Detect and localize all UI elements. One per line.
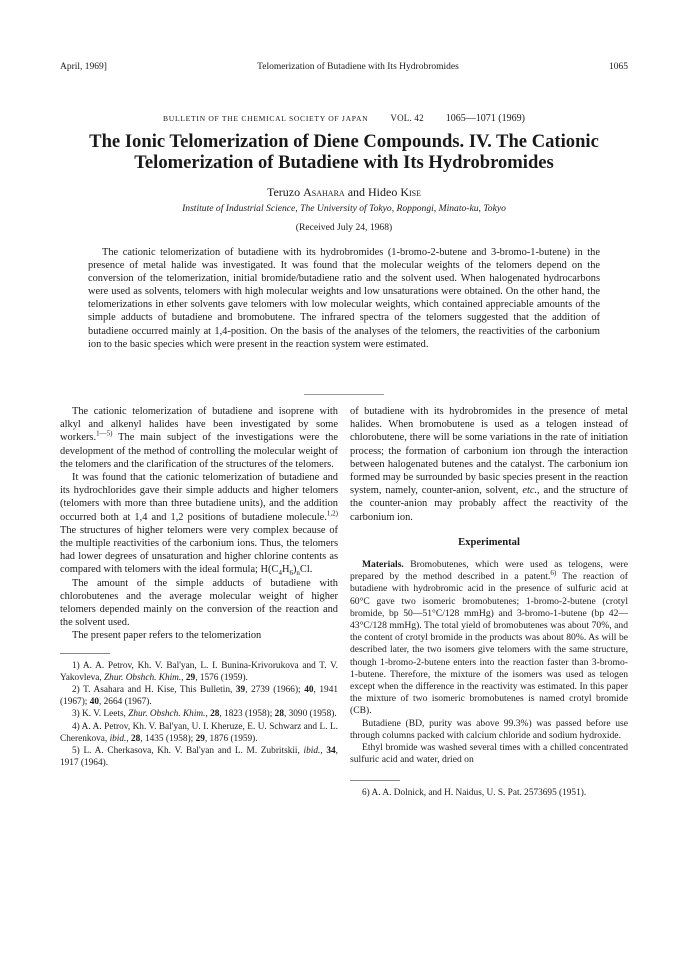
ref-6: 6) bbox=[550, 569, 557, 578]
footnote-4: 4) A. A. Petrov, Kh. V. Bal'yan, U. I. Kheruze, E. U. Schwarz and L. L. Cherenkova, ibid., 28, 1435 (1958); 29, 1876 (1959). bbox=[60, 721, 338, 744]
section-heading-experimental: Experimental bbox=[458, 536, 520, 548]
materials-paragraph: Materials. Bromobutenes, which were used as telogens, were prepared by the method described in a patent.$^{6)}$ The reaction of butadiene with hydrobromic acid in the presence of sulfuric acid at 60°C gave two isomeric bromobutenes; 1-bromo-2-butene (crotyl bromide, bp 50—51°C/128 mmHg) and 3-bromo-1-butene (bp 42—43°C/128 mmHg). The total yield of bromobutenes was about 70%, and the content of crotyl bromide in the products was about 80%. As will be described later, the two isomers give telomers with the same structure, though 1-bromo-2-butene enters into the reaction faster than 3-bromo-1-butene. Therefore, the mixture of the isomers was used as telogen except when the difference in the reactivity was estimated. In this paper the mixture of two isomeric bromobutenes is named crotyl bromide (CB). bbox=[350, 559, 628, 717]
header-page-number: 1065 bbox=[608, 62, 628, 72]
header-date: April, 1969] bbox=[60, 62, 107, 72]
affiliation: Institute of Industrial Science, The University of Tokyo, Roppongi, Minato-ku, Tokyo bbox=[182, 203, 506, 214]
journal-pages: 1065—1071 (1969) bbox=[445, 113, 525, 124]
intro-paragraph-4: The present paper refers to the telomerization bbox=[72, 630, 262, 642]
intro-paragraph-1: The cationic telomerization of butadiene and isoprene with alkyl and alkenyl halides have been investigated by some workers.$^{1—5)}$ The main subject of the investigations were the development of the method of controlling the molecular weight of the telomers and the clarification of the structures of the telomers. bbox=[60, 406, 338, 470]
footnote-3: 3) K. V. Leets, Zhur. Obshch. Khim., 28, 1823 (1958); 28, 3090 (1958). bbox=[72, 709, 337, 720]
received-date: (Received July 24, 1968) bbox=[295, 222, 393, 233]
footnote-5: 5) L. A. Cherkasova, Kh. V. Bal'yan and L. M. Zubritskii, ibid., 34, 1917 (1964). bbox=[60, 746, 338, 769]
title-line-2: Telomerization of Butadiene with Its Hydrobromides bbox=[134, 152, 554, 173]
left-column bbox=[60, 405, 338, 769]
materials-heading: Materials. bbox=[362, 559, 404, 571]
intro-paragraph-continued: of butadiene with its hydrobromides in the presence of metal halides. When bromobutene is used as a telogen instead of chlorobutene, there will be some variations in the rate of initiation process; the formation of carbonium ion through the interaction between halogenated butenes and the catalyst. The carbonium ion formed may be surrounded by basic species present in the reaction system, namely, counter-anion, solvent, etc., and the structure of the counter-anion may probably affect the reactivity of the carbonium ion. bbox=[350, 406, 628, 523]
footnote-rule-right bbox=[350, 780, 400, 781]
footnote-1: 1) A. A. Petrov, Kh. V. Bal'yan, L. I. Bunina-Krivorukova and T. V. Yakovleva, Zhur. Obshch. Khim., 29, 1576 (1959). bbox=[60, 660, 338, 683]
butadiene-paragraph: Butadiene (BD, purity was above 99.3%) was passed before use through columns packed with calcium chloride and sodium hydroxide. bbox=[350, 717, 628, 741]
author1-last: Asahara bbox=[303, 185, 345, 199]
authors-and: and bbox=[347, 185, 366, 199]
article-title bbox=[60, 131, 628, 173]
running-head bbox=[60, 62, 628, 72]
abstract: The cationic telomerization of butadiene with its hydrobromides (1-bromo-2-butene and 3-bromo-1-butene) in the presence of metal halide was investigated. It was found that the molecular weights of the telomers depend on the conversion of the telomerization, initial bromide/butadiene ratio and the solvent used. When halogenated hydrocarbons were used as solvents, telomers with high molecular weights and low unsaturations were obtained. On the other hand, the telomerizations in ether solvents gave telomers with low molecular weights, which contained appreciable amounts of the simple adducts of butadiene and bromobutene. The infrared spectra of the telomers suggested that the addition of butadiene occurred mainly at 1,4-position. On the basis of the analyses of the telomers, the reactivities of the carbonium ion to the basic species which were present in the reaction system were estimated. bbox=[88, 247, 600, 350]
journal-name: BULLETIN OF THE CHEMICAL SOCIETY OF JAPAN bbox=[163, 114, 369, 123]
ethyl-bromide-paragraph: Ethyl bromide was washed several times with a chilled concentrated sulfuric acid and water, dried on bbox=[350, 742, 628, 766]
footnote-2: 2) T. Asahara and H. Kise, This Bulletin, 39, 2739 (1966); 40, 1941 (1967); 40, 2664 (1967). bbox=[60, 685, 338, 708]
author1-first: Teruzo bbox=[266, 185, 301, 199]
header-running-title: Telomerization of Butadiene with Its Hydrobromides bbox=[257, 62, 459, 72]
journal-line bbox=[60, 113, 628, 124]
ref-1-2: 1,2) bbox=[326, 509, 338, 518]
intro-paragraph-2: It was found that the cationic telomerization of butadiene and its hydrochlorides gave their simple adducts and higher telomers (telomers with more than three butadiene units), and the addition occurred both at 1,4 and 1,2 positions of butadiene molecule.$^{1,2)}$ The structures of higher telomers were very complex because of the multiple reactivities of the carbonium ions. Thus, the telomers had lower degrees of unsaturation and higher chlorine contents as compared with telomers with the ideal formula; $H(C_4H_6)_nCl$. bbox=[60, 472, 338, 578]
footnote-rule bbox=[60, 653, 110, 654]
ref-1-5: 1—5) bbox=[96, 429, 113, 438]
author2-last: Kise bbox=[400, 185, 422, 199]
footnote-6: 6) A. A. Dolnick, and H. Naidus, U. S. Pat. 2573695 (1951). bbox=[362, 788, 587, 799]
intro-paragraph-3: The amount of the simple adducts of butadiene with chlorobutenes and the average molecular weight of higher telomers depended mainly on the conversion of the reaction and the solvent used. bbox=[60, 577, 338, 629]
right-column bbox=[350, 405, 628, 800]
journal-volume: VOL. 42 bbox=[390, 113, 424, 123]
author2-first: Hideo bbox=[368, 185, 398, 199]
abstract-rule bbox=[304, 394, 384, 395]
authors bbox=[60, 185, 628, 200]
title-line-1: The Ionic Telomerization of Diene Compounds. IV. The Cationic bbox=[89, 131, 599, 152]
